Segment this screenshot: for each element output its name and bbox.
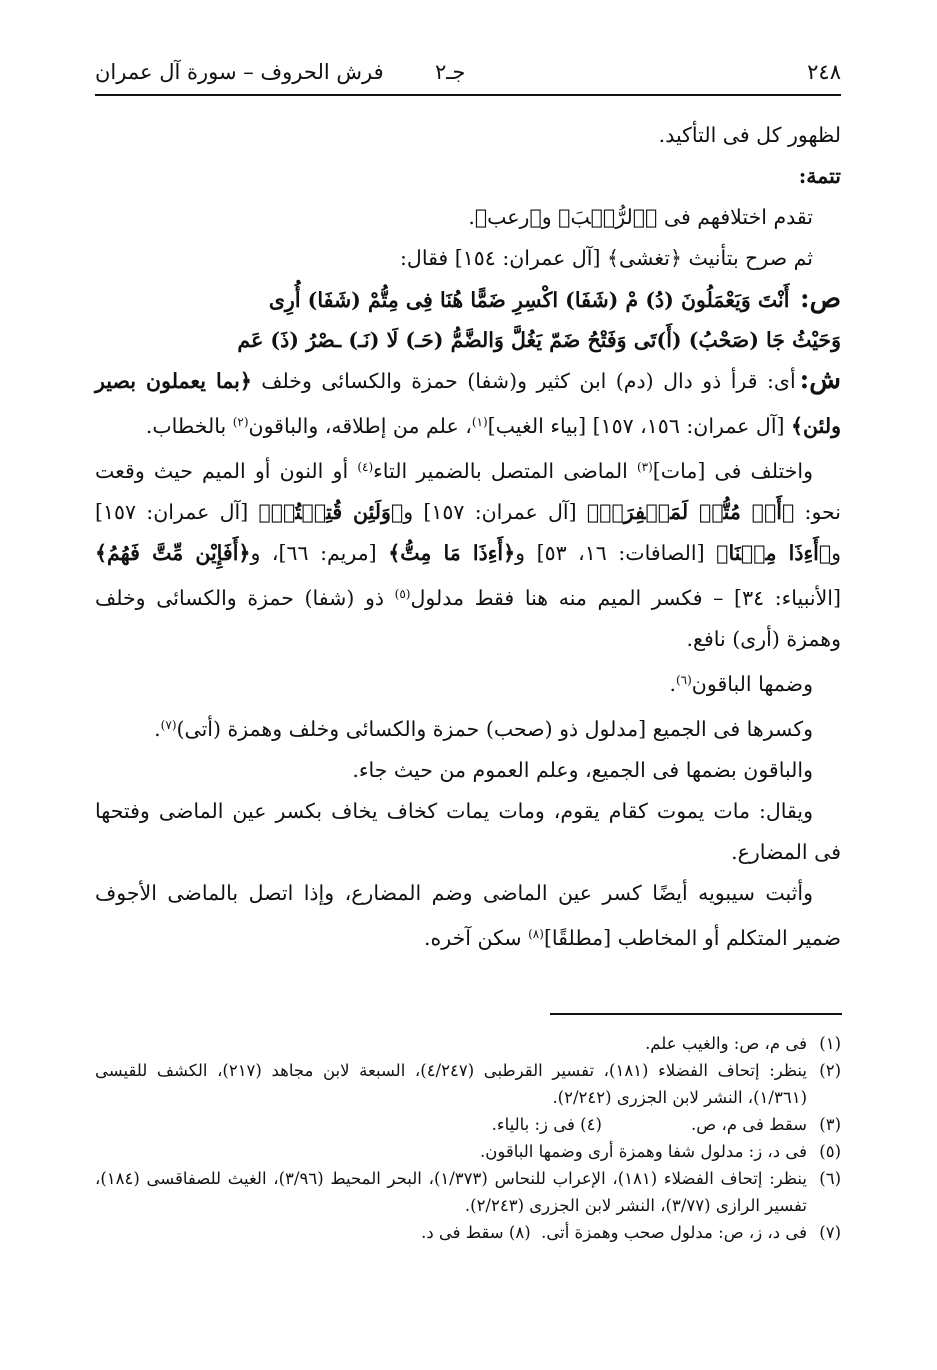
footnote-number: (١) xyxy=(819,1034,841,1053)
header-rule xyxy=(95,94,841,96)
text-run: وضمها الباقون xyxy=(691,672,813,696)
quran-quote: ﴿أَءِذَا مَا مِتُّ﴾ xyxy=(388,541,516,565)
verse-mark: ص: xyxy=(799,284,841,314)
footnote-ref[interactable]: (٧) xyxy=(160,718,177,732)
footnote xyxy=(95,1057,841,1111)
text-run: . xyxy=(669,672,676,696)
footnote-number: (٧) xyxy=(819,1223,841,1242)
quran-quote: ﴿أَءِذَا مِتۡنَا﴾ xyxy=(716,541,832,565)
footnote xyxy=(95,1138,841,1165)
section-heading: تتمة: xyxy=(798,164,841,188)
footnote-number: (٥) xyxy=(819,1142,841,1161)
quran-quote: ﴿أَوۡ مُتُّمۡ لَمَغۡفِرَةٞ﴾ xyxy=(586,500,795,524)
quran-quote: ﴿وَلَئِن قُتِلۡتُمۡ﴾ xyxy=(258,500,404,524)
text-run: [مريم: ٦٦]، و xyxy=(250,541,389,565)
text-run: [آل عمران: ١٥٦، ١٥٧] [بياء الغيب] xyxy=(487,414,792,438)
footnote-rule xyxy=(550,1013,842,1015)
text-run: [الأنبياء: ٣٤] – فكسر الميم منه هنا فقط مدلول xyxy=(410,586,841,610)
commentary-paragraph xyxy=(95,360,841,447)
text-run: [آل عمران: ١٥٧] و xyxy=(403,500,587,524)
footnote-ref[interactable]: (٥) xyxy=(394,587,411,601)
footnote-number: (٦) xyxy=(819,1169,841,1188)
running-header xyxy=(95,52,841,92)
text-run: سكن آخره. xyxy=(424,926,529,950)
main-text xyxy=(95,115,841,959)
quran-quote: ﴿بما يعملون بصير ولئن﴾ xyxy=(95,369,841,438)
paragraph: ويقال: مات يموت كقام يقوم، ومات يمات كخاف يخاف بكسر عين الماضى وفتحها فى المضارع. xyxy=(95,799,841,864)
verse-text: وَحَيْثُ جَا (صَحْبُ) (أَ)تَى وَفَتْحُ ضَمّ يَغُلَّ وَالضَّمُّ (حَـ) لَا (نَـ) ـصْرُ (ذَ) عَم xyxy=(237,328,841,352)
footnote xyxy=(95,1219,841,1246)
paragraph: والباقون بضمها فى الجميع، وعلم العموم من حيث جاء. xyxy=(352,758,813,782)
footnote-ref[interactable]: (٨) xyxy=(528,927,544,941)
text-run: ذو (شفا) حمزة والكسائى وخلف وهمزة (أرى) نافع. xyxy=(95,586,841,651)
text-run: وكسرها فى الجميع [مدلول ذو (صحب) حمزة والكسائى وخلف وهمزة (أتى) xyxy=(176,717,813,741)
footnote-number: (٣) xyxy=(819,1115,841,1134)
text-run: [آل عمران: ١٥٧] و xyxy=(95,500,842,565)
text-run: ، علم من إطلاقه، والباقون xyxy=(248,414,472,438)
paragraph xyxy=(95,873,841,959)
paragraph: ثم صرح بتأنيث ﴿تغشى﴾ [آل عمران: ١٥٤] فقال: xyxy=(400,246,813,270)
text-run: وأثبت سيبويه أيضًا كسر عين الماضى وضم المضارع، وإذا اتصل بالماضى الأجوف ضمير المتكلم أو المخاطب [مطلقًا] xyxy=(95,881,841,950)
text-run: بالخطاب. xyxy=(145,414,233,438)
footnote-text: فى د، ز: مدلول شفا وهمزة أرى وضمها الباقون. xyxy=(479,1142,807,1161)
verse-line xyxy=(95,279,841,320)
text-run: . xyxy=(154,717,161,741)
text-run: [الصافات: ١٦، ٥٣] و xyxy=(515,541,717,565)
verse-line xyxy=(95,320,841,360)
footnote-ref[interactable]: (٢) xyxy=(232,415,249,429)
running-title: فرش الحروف – سورة آل عمران xyxy=(95,60,384,84)
text-run: أى: قرأ ذو دال (دم) ابن كثير و(شفا) حمزة والكسائى وخلف xyxy=(251,369,796,393)
volume-number: جـ٢ xyxy=(435,60,466,84)
text-run: أو النون أو الميم حيث وقعت نحو: xyxy=(95,459,841,524)
footnote xyxy=(95,1165,841,1219)
verse-text: أَنْتَ وَيَعْمَلُونَ (دُ) مْ (شَفَا) اكْسِرِ ضَمًّا هُنَا فِى مِتُّمْ (شَفَا) أُرِى xyxy=(268,288,790,312)
footnote xyxy=(95,1030,841,1057)
footnote-text: ينظر: إتحاف الفضلاء (١٨١)، الإعراب للنحاس (١/٣٧٣)، البحر المحيط (٣/٩٦)، الغيث للصفاقسى (١٨٤)، تفسير الرازى (٣/٧٧)، النشر لابن الجزرى (٢/٢٤٣). xyxy=(95,1169,807,1215)
paragraph: لظهور كل فى التأكيد. xyxy=(658,123,841,147)
paragraph xyxy=(95,660,841,705)
text-run: الماضى المتصل بالضمير التاء xyxy=(373,459,637,483)
footnote xyxy=(95,1111,841,1138)
footnote-ref[interactable]: (٣) xyxy=(636,460,653,474)
footnote-number: (٢) xyxy=(819,1061,841,1080)
footnote-text: ينظر: إتحاف الفضلاء (١٨١)، تفسير القرطبى (٤/٢٤٧)، السبعة لابن مجاهد (٢١٧)، الكشف للقيسى (١/٣٦١)، النشر لابن الجزرى (٢/٢٤٢). xyxy=(95,1061,807,1107)
footnote-text: فى د، ز، ص: مدلول صحب وهمزة أتى. (٨) سقط فى د. xyxy=(421,1223,807,1242)
quran-quote: ﴿أَفَإِيْن مِّتَّ فَهُمُ﴾ xyxy=(95,541,251,565)
footnote-ref[interactable]: (٤) xyxy=(357,460,374,474)
paragraph: تقدم اختلافهم فى ﴿ٱلرُّعۡبَ﴾ و﴿رعب﴾. xyxy=(468,205,813,229)
footnote-text: فى م، ص: والغيب علم. xyxy=(645,1034,807,1053)
paragraph xyxy=(95,447,841,660)
footnote-ref[interactable]: (٦) xyxy=(675,673,692,687)
page-number: ٢٤٨ xyxy=(807,60,841,84)
footnotes xyxy=(95,1030,841,1246)
footnote-text: سقط فى م، ص. (٤) فى ز: بالياء. xyxy=(491,1115,807,1134)
footnote-ref[interactable]: (١) xyxy=(471,415,488,429)
paragraph xyxy=(95,705,841,750)
text-run: واختلف فى [مات] xyxy=(652,459,814,483)
commentary-mark: ش: xyxy=(799,365,841,395)
